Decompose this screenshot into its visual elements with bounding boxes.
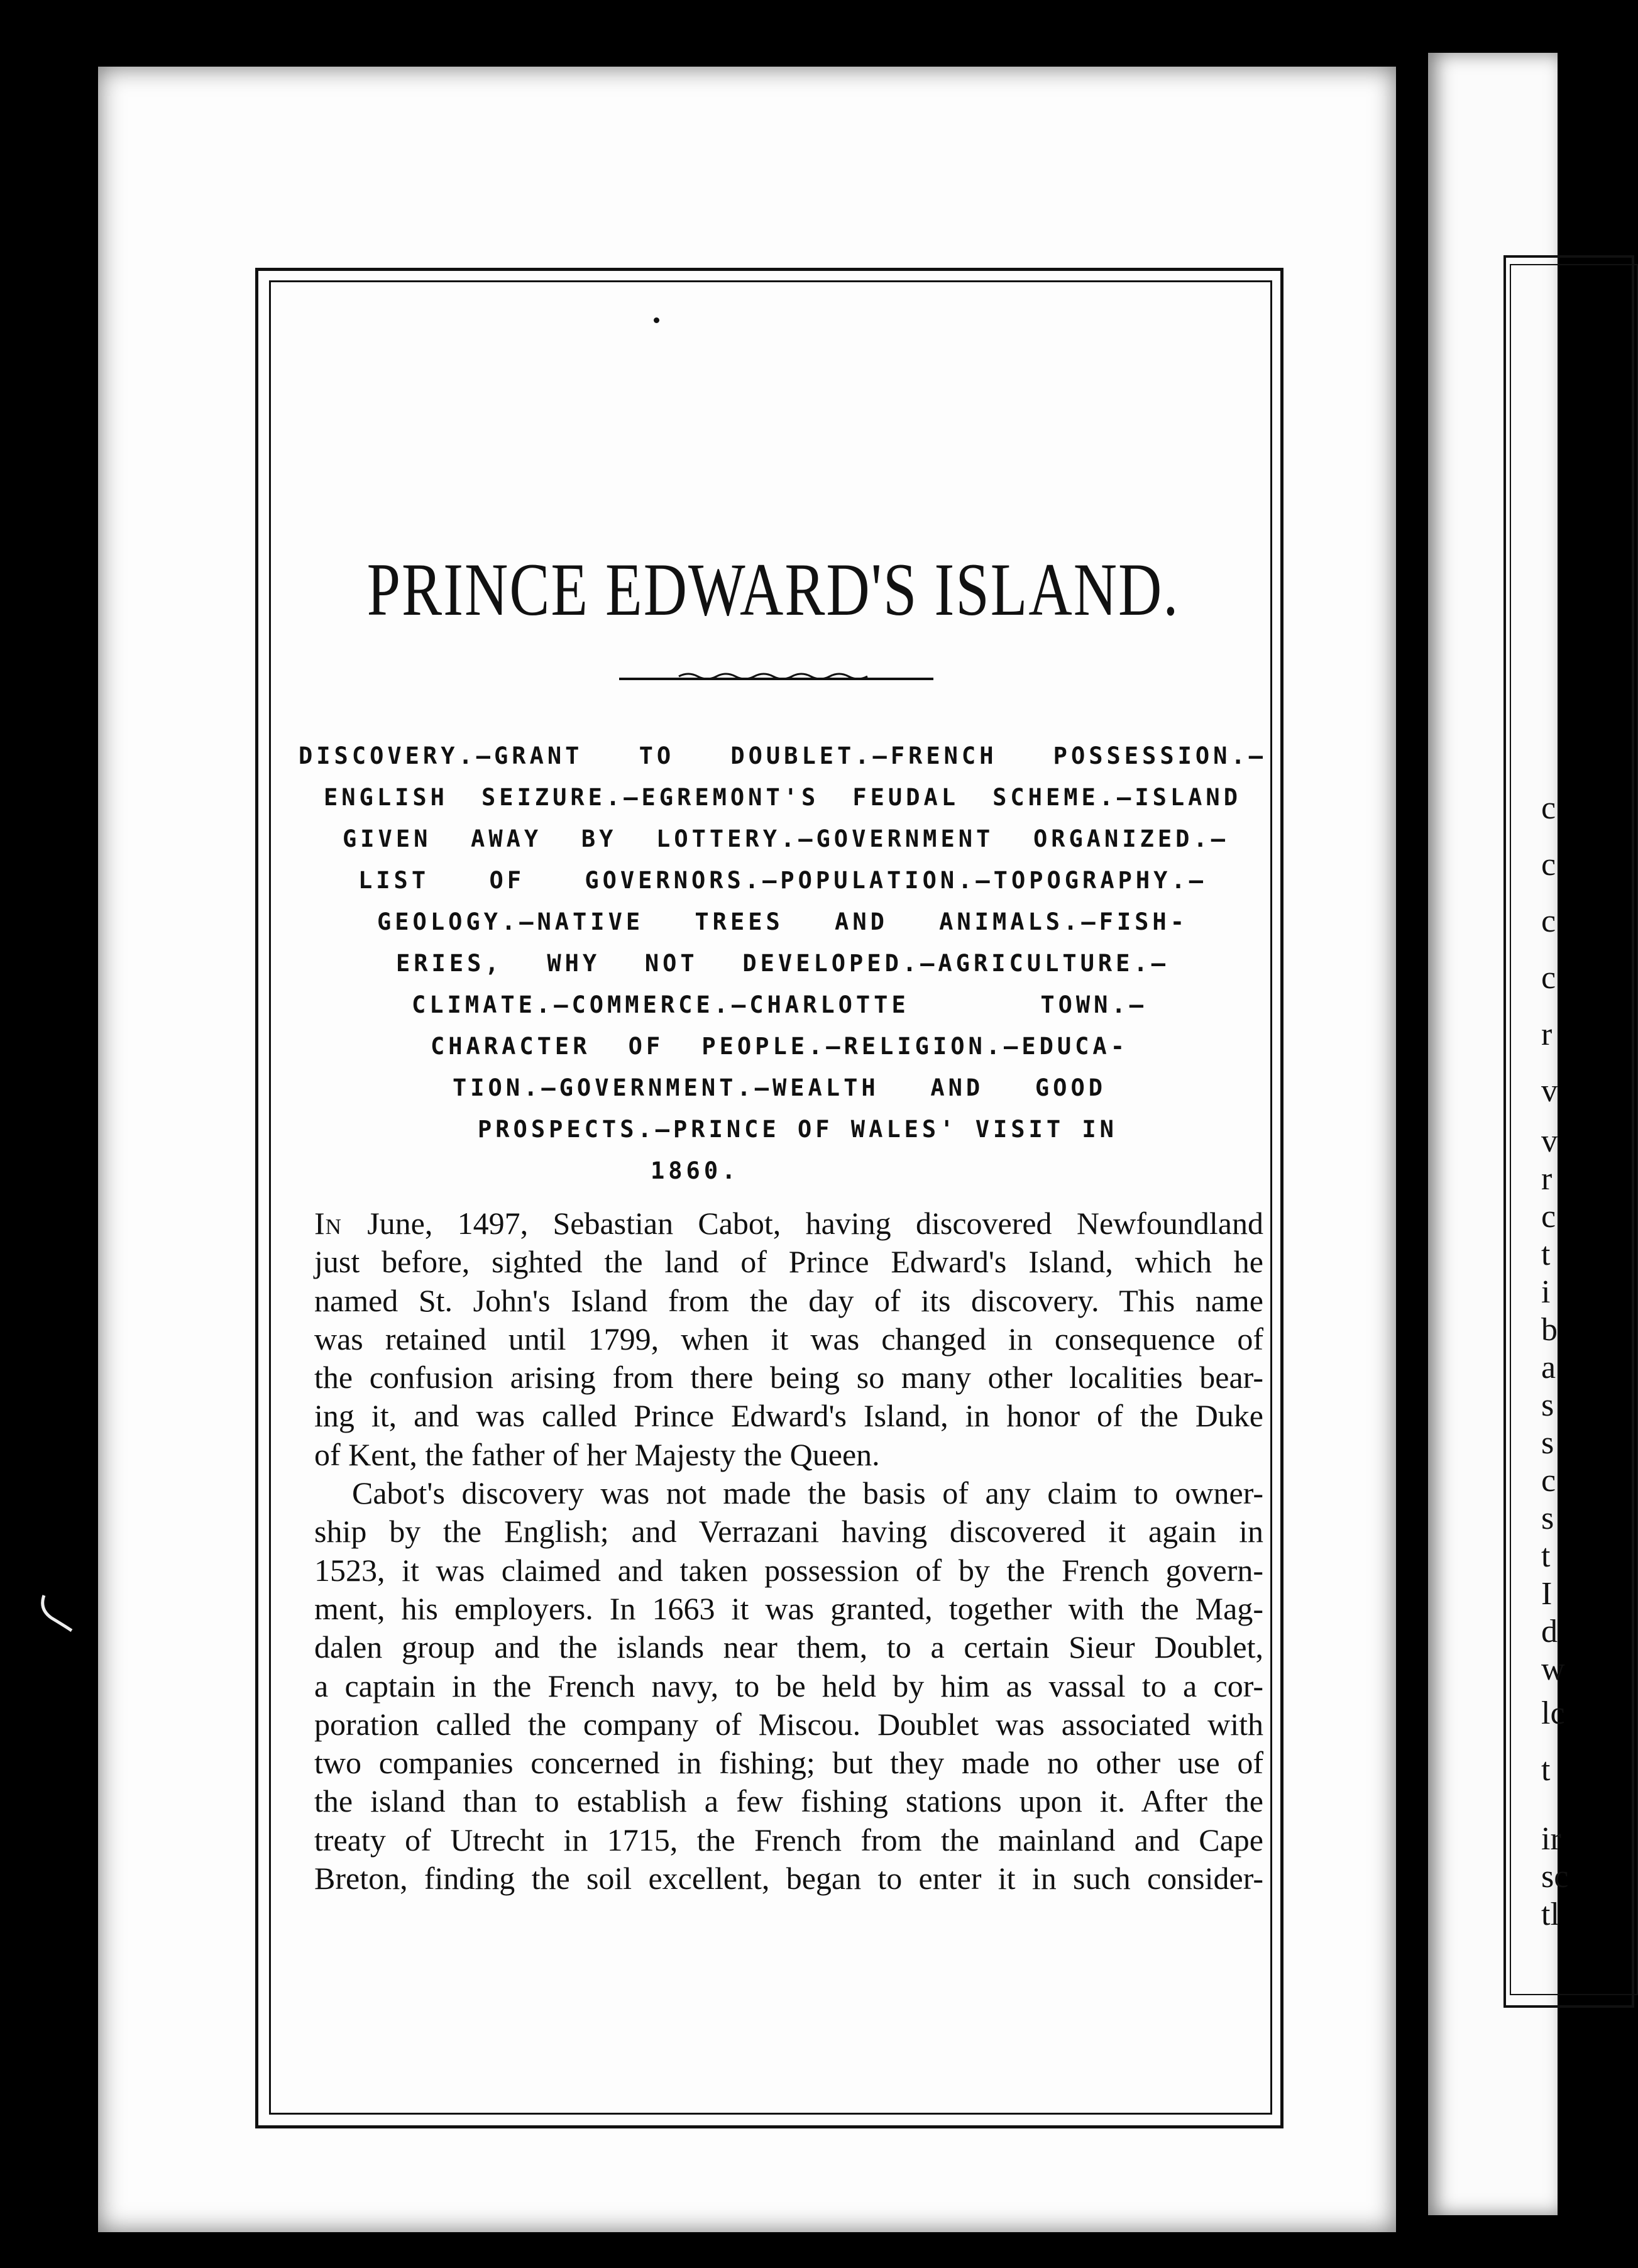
right-edge-letter: d bbox=[1541, 1614, 1558, 1649]
page-title: PRINCE EDWARD'S ISLAND. bbox=[366, 547, 1180, 632]
right-page-frame-inner bbox=[1510, 264, 1638, 1995]
body-line: ing it, and was called Prince Edward's Island, in honor of the Duke bbox=[314, 1398, 1263, 1434]
right-edge-letter: c bbox=[1541, 1463, 1556, 1499]
body-line: a captain in the French navy, to be held by him as vassal to a cor- bbox=[314, 1668, 1263, 1704]
body-line: two companies concerned in fishing; but they made no other use of bbox=[314, 1745, 1263, 1781]
body-line: the island than to establish a few fishing stations upon it. After the bbox=[314, 1783, 1263, 1819]
right-edge-letter: c bbox=[1541, 960, 1556, 996]
body-line: 1523, it was claimed and taken possession of by the French govern- bbox=[314, 1552, 1263, 1588]
body-line: In June, 1497, Sebastian Cabot, having discovered Newfoundland bbox=[314, 1206, 1263, 1241]
summary-line: LIST OF GOVERNORS.—POPULATION.—TOPOGRAPHY.— bbox=[358, 867, 1207, 894]
summary-line: CLIMATE.—COMMERCE.—CHARLOTTE TOWN.— bbox=[412, 991, 1147, 1018]
body-line: treaty of Utrecht in 1715, the French from the mainland and Cape bbox=[314, 1822, 1263, 1858]
right-edge-letter: sc bbox=[1541, 1859, 1569, 1895]
right-edge-letter: s bbox=[1541, 1425, 1554, 1461]
right-edge-letter: c bbox=[1541, 903, 1556, 939]
body-line: ship by the English; and Verrazani having discovered it again in bbox=[314, 1514, 1263, 1550]
right-edge-letter: ir bbox=[1541, 1821, 1561, 1857]
right-edge-letter: c bbox=[1541, 847, 1556, 883]
opening-word: In bbox=[314, 1206, 368, 1241]
right-edge-letter: lc bbox=[1541, 1695, 1565, 1731]
right-edge-letter: t bbox=[1541, 1538, 1551, 1574]
summary-line: PROSPECTS.—PRINCE OF WALES' VISIT IN bbox=[478, 1116, 1118, 1143]
summary-line: ERIES, WHY NOT DEVELOPED.—AGRICULTURE.— bbox=[396, 950, 1169, 977]
summary-line: DISCOVERY.—GRANT TO DOUBLET.—FRENCH POSSESSION.— bbox=[299, 742, 1267, 769]
right-edge-letter: s bbox=[1541, 1387, 1554, 1423]
print-speck bbox=[654, 317, 659, 323]
summary-line: ENGLISH SEIZURE.—EGREMONT'S FEUDAL SCHEME.—ISLAND bbox=[324, 784, 1241, 811]
right-edge-letter: v bbox=[1541, 1123, 1558, 1159]
body-text bbox=[314, 1204, 1263, 1898]
right-edge-letter: c bbox=[1541, 790, 1556, 826]
margin-blemish bbox=[33, 1590, 77, 1634]
right-edge-letter: r bbox=[1541, 1161, 1553, 1197]
right-edge-letter: v bbox=[1541, 1073, 1558, 1109]
body-line: named St. John's Island from the day of its discovery. This name bbox=[314, 1282, 1263, 1318]
right-edge-letter: b bbox=[1541, 1312, 1558, 1348]
summary-line: 1860. bbox=[651, 1157, 740, 1184]
right-edge-letter: tl bbox=[1541, 1896, 1559, 1932]
right-edge-letter: w bbox=[1541, 1651, 1565, 1687]
right-page-edge bbox=[1428, 53, 1569, 2215]
right-edge-letter: s bbox=[1541, 1500, 1554, 1536]
summary-line: GEOLOGY.—NATIVE TREES AND ANIMALS.—FISH- bbox=[377, 908, 1188, 935]
right-edge-letter: t bbox=[1541, 1236, 1551, 1272]
summary-line: TION.—GOVERNMENT.—WEALTH AND GOOD bbox=[453, 1074, 1106, 1101]
body-line: Breton, finding the soil excellent, began to enter it in such consider- bbox=[314, 1861, 1263, 1896]
right-edge-letter: c bbox=[1541, 1199, 1556, 1235]
body-line: of Kent, the father of her Majesty the Queen. bbox=[314, 1436, 880, 1472]
summary-line: GIVEN AWAY BY LOTTERY.—GOVERNMENT ORGANIZED.— bbox=[343, 825, 1229, 852]
summary-line: CHARACTER OF PEOPLE.—RELIGION.—EDUCA- bbox=[431, 1033, 1128, 1060]
title-ornamental-rule bbox=[619, 666, 933, 688]
body-line: the confusion arising from there being so many other localities bear- bbox=[314, 1360, 1263, 1395]
right-edge-letter: a bbox=[1541, 1350, 1556, 1385]
body-line: ment, his employers. In 1663 it was granted, together with the Mag- bbox=[314, 1590, 1263, 1626]
right-edge-letter: t bbox=[1541, 1752, 1551, 1788]
right-edge-letter: I bbox=[1541, 1576, 1553, 1612]
right-edge-letter: i bbox=[1541, 1274, 1551, 1310]
chapter-summary bbox=[299, 735, 1267, 1192]
body-line: just before, sighted the land of Prince Edward's Island, which he bbox=[314, 1244, 1263, 1280]
right-edge-letter: r bbox=[1541, 1016, 1553, 1052]
body-line: was retained until 1799, when it was changed in consequence of bbox=[314, 1321, 1263, 1357]
body-line: dalen group and the islands near them, to a certain Sieur Doublet, bbox=[314, 1629, 1263, 1665]
body-line: Cabot's discovery was not made the basis of any claim to owner- bbox=[352, 1475, 1263, 1511]
body-line: poration called the company of Miscou. Doublet was associated with bbox=[314, 1706, 1263, 1742]
